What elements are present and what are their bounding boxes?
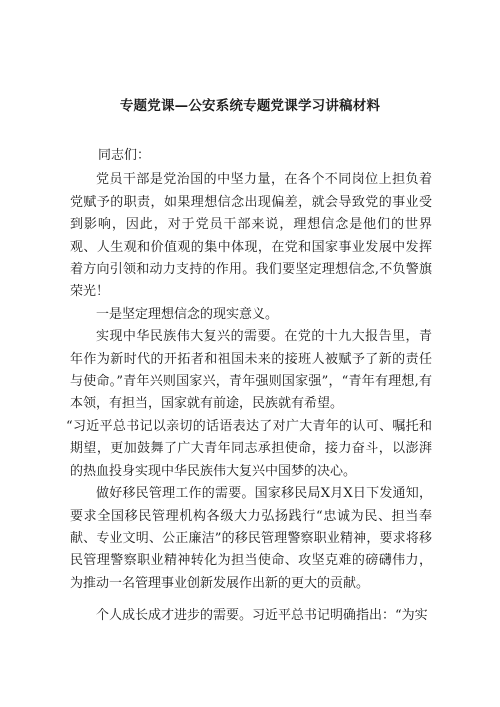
paragraph-intro: 党员干部是党治国的中坚力量，在各个不同岗位上担负着党赋予的职责，如果理想信念出现偏差，就会导致党的事业受到影响，因此，对于党员干部来说，理想信念是他们的世界观、人生观和价值观的集中体现，在党和国家事业发展中发挥着方向引领和动力支持的作用。我们要坚定理想信念,不负警旗荣光！ (70, 172, 432, 300)
paragraph-rejuvenation: 实现中华民族伟大复兴的需要。在党的十九大报告里，青年作为新时代的开拓者和祖国未来的接班人被赋予了新的责任与使命。”青年兴则国家兴，青年强则国家强”，“青年有理想,有本领，有担当，国家就有前途，民族就有希望。 (70, 329, 432, 412)
paragraph-personal-growth: 个人成长成才进步的需要。习近平总书记明确指出：“为实 (96, 608, 428, 624)
document-body (66, 145, 432, 628)
paragraph-section-heading: 一是坚定理想信念的现实意义。 (96, 306, 279, 322)
document-title: 专题党课—公安系统专题党课学习讲稿材料 (119, 98, 381, 114)
salutation: 同志们： (98, 148, 151, 163)
paragraph-immigration: 做好移民管理工作的需要。国家移民局X月X日下发通知，要求全国移民管理机构各级大力弘扬践行“忠诚为民、担当奉献、专业文明、公正廉洁”的移民管理警察职业精神，要求将移民管理警察职业精神转化为担当使命、攻坚克难的磅礴伟力，为推动一名管理事业创新发展作出新的更大的贡献。 (70, 486, 432, 591)
paragraph-quote: “习近平总书记以亲切的话语表达了对广大青年的认可、嘱托和期望，更加鼓舞了广大青年同志承担使命，接力奋斗，以澎湃的热血投身实现中华民族伟大复兴中国梦的决心。 (66, 418, 432, 479)
